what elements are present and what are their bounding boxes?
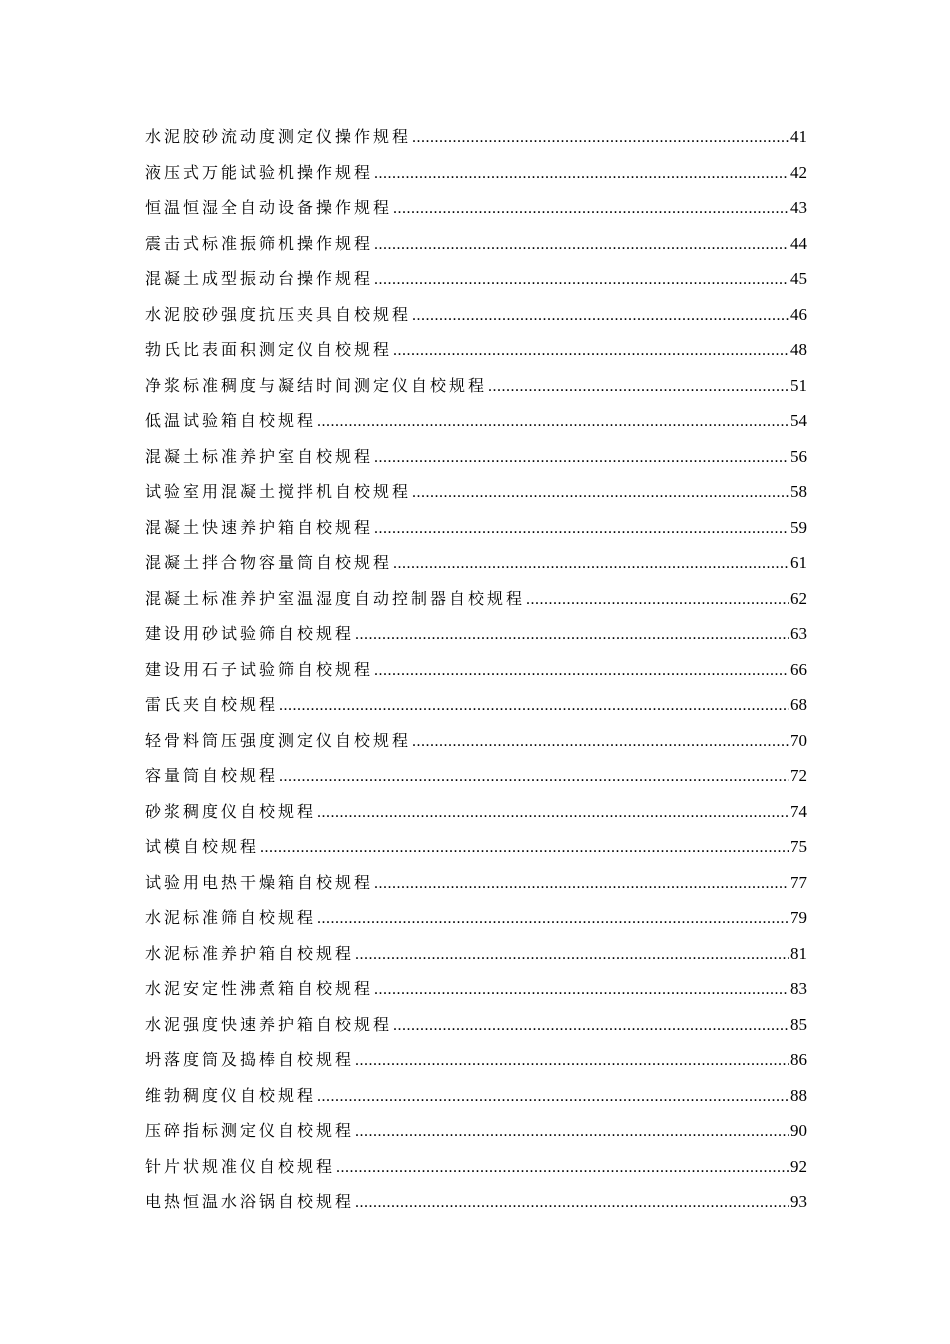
toc-entry-page-number: 70 [790, 730, 807, 750]
toc-entry-page-number: 48 [790, 340, 807, 359]
toc-dot-leader [488, 369, 789, 405]
toc-entry-page-number: 88 [790, 1085, 807, 1105]
toc-dot-leader [317, 795, 789, 831]
toc-entry[interactable] [145, 900, 807, 936]
toc-entry-title: 水泥标准养护箱自校规程 [145, 943, 355, 963]
toc-dot-leader [317, 404, 789, 440]
toc-entry[interactable] [145, 936, 807, 972]
toc-entry-page-number: 44 [790, 233, 807, 253]
toc-entry-title: 容量筒自校规程 [145, 766, 279, 785]
toc-entry-title: 混凝土标准养护室自校规程 [145, 446, 374, 466]
toc-entry[interactable] [145, 368, 807, 404]
toc-dot-leader [279, 759, 789, 795]
toc-entry-page-number: 72 [790, 766, 807, 785]
toc-entry-page-number: 54 [790, 411, 807, 430]
toc-entry[interactable] [145, 510, 807, 546]
toc-entry-page-number: 81 [790, 943, 807, 963]
toc-dot-leader [412, 724, 789, 760]
toc-entry-page-number: 45 [790, 269, 807, 288]
toc-entry[interactable] [145, 1149, 807, 1185]
toc-dot-leader [355, 617, 789, 653]
toc-entry-title: 轻骨料筒压强度测定仪自校规程 [145, 730, 412, 750]
toc-entry-page-number: 77 [790, 872, 807, 892]
toc-dot-leader [393, 191, 789, 227]
toc-entry[interactable] [145, 971, 807, 1007]
toc-entry-page-number: 51 [790, 375, 807, 395]
toc-dot-leader [374, 227, 789, 263]
toc-entry-title: 水泥安定性沸煮箱自校规程 [145, 979, 374, 998]
toc-dot-leader [374, 653, 789, 689]
toc-entry-page-number: 63 [790, 624, 807, 643]
toc-dot-leader [374, 972, 789, 1008]
toc-entry-title: 坍落度筒及捣棒自校规程 [145, 1050, 355, 1069]
toc-dot-leader [317, 1079, 789, 1115]
toc-entry[interactable] [145, 1007, 807, 1043]
toc-entry-page-number: 58 [790, 482, 807, 501]
toc-entry-page-number: 79 [790, 908, 807, 927]
toc-entry[interactable] [145, 1113, 807, 1149]
table-of-contents [145, 119, 807, 1220]
toc-dot-leader [393, 546, 789, 582]
toc-dot-leader [374, 866, 789, 902]
toc-entry[interactable] [145, 1184, 807, 1220]
toc-dot-leader [336, 1150, 789, 1186]
toc-entry[interactable] [145, 119, 807, 155]
toc-dot-leader [374, 511, 789, 547]
toc-entry-title: 混凝土成型振动台操作规程 [145, 269, 374, 288]
toc-dot-leader [374, 262, 789, 298]
toc-entry-page-number: 92 [790, 1156, 807, 1176]
toc-entry-title: 压碎指标测定仪自校规程 [145, 1121, 355, 1140]
toc-entry-page-number: 68 [790, 695, 807, 714]
toc-entry-title: 净浆标准稠度与凝结时间测定仪自校规程 [145, 375, 488, 395]
toc-entry-title: 砂浆稠度仪自校规程 [145, 801, 317, 821]
toc-entry-page-number: 56 [790, 446, 807, 466]
toc-dot-leader [393, 333, 789, 369]
toc-dot-leader [526, 582, 789, 618]
toc-entry[interactable] [145, 581, 807, 617]
toc-entry[interactable] [145, 403, 807, 439]
toc-entry-title: 水泥胶砂流动度测定仪操作规程 [145, 127, 412, 146]
toc-dot-leader [355, 1043, 789, 1079]
toc-entry[interactable] [145, 226, 807, 262]
toc-entry-title: 建设用石子试验筛自校规程 [145, 659, 374, 679]
toc-dot-leader [374, 440, 789, 476]
toc-entry[interactable] [145, 616, 807, 652]
toc-entry[interactable] [145, 652, 807, 688]
toc-dot-leader [412, 475, 789, 511]
toc-entry[interactable] [145, 261, 807, 297]
toc-entry-page-number: 59 [790, 517, 807, 537]
toc-entry[interactable] [145, 474, 807, 510]
toc-entry-page-number: 74 [790, 801, 807, 821]
toc-entry-title: 混凝土快速养护箱自校规程 [145, 517, 374, 537]
toc-entry[interactable] [145, 758, 807, 794]
toc-entry-title: 液压式万能试验机操作规程 [145, 162, 374, 182]
toc-entry-page-number: 85 [790, 1014, 807, 1034]
toc-entry[interactable] [145, 1078, 807, 1114]
toc-entry-title: 震击式标准振筛机操作规程 [145, 233, 374, 253]
toc-entry[interactable] [145, 829, 807, 865]
toc-entry[interactable] [145, 332, 807, 368]
toc-entry-title: 恒温恒湿全自动设备操作规程 [145, 198, 393, 217]
toc-entry-title: 针片状规准仪自校规程 [145, 1156, 336, 1176]
toc-entry-page-number: 42 [790, 162, 807, 182]
toc-dot-leader [355, 1185, 789, 1221]
toc-dot-leader [374, 156, 789, 192]
toc-dot-leader [412, 298, 789, 334]
toc-entry-page-number: 41 [790, 127, 807, 146]
toc-entry-title: 试验室用混凝土搅拌机自校规程 [145, 482, 412, 501]
toc-entry[interactable] [145, 439, 807, 475]
toc-entry[interactable] [145, 297, 807, 333]
toc-entry[interactable] [145, 723, 807, 759]
toc-dot-leader [412, 120, 789, 156]
toc-entry-page-number: 83 [790, 979, 807, 998]
toc-entry-page-number: 46 [790, 304, 807, 324]
toc-entry-title: 维勃稠度仪自校规程 [145, 1085, 317, 1105]
toc-entry-title: 水泥标准筛自校规程 [145, 908, 317, 927]
toc-entry[interactable] [145, 794, 807, 830]
toc-entry-title: 勃氏比表面积测定仪自校规程 [145, 340, 393, 359]
toc-entry-page-number: 66 [790, 659, 807, 679]
toc-dot-leader [393, 1008, 789, 1044]
toc-entry-title: 建设用砂试验筛自校规程 [145, 624, 355, 643]
toc-entry[interactable] [145, 190, 807, 226]
toc-entry-title: 试验用电热干燥箱自校规程 [145, 872, 374, 892]
toc-entry[interactable] [145, 155, 807, 191]
toc-entry-title: 混凝土标准养护室温湿度自动控制器自校规程 [145, 588, 526, 608]
toc-dot-leader [355, 937, 789, 973]
toc-entry-page-number: 75 [790, 837, 807, 856]
toc-entry-title: 电热恒温水浴锅自校规程 [145, 1192, 355, 1211]
toc-entry[interactable] [145, 687, 807, 723]
toc-entry-page-number: 62 [790, 588, 807, 608]
toc-entry-title: 雷氏夹自校规程 [145, 695, 279, 714]
toc-entry[interactable] [145, 1042, 807, 1078]
toc-entry[interactable] [145, 545, 807, 581]
toc-entry-page-number: 43 [790, 198, 807, 217]
toc-entry-page-number: 93 [790, 1192, 807, 1211]
toc-entry-page-number: 90 [790, 1121, 807, 1140]
toc-entry-page-number: 61 [790, 553, 807, 572]
toc-entry-title: 水泥强度快速养护箱自校规程 [145, 1014, 393, 1034]
toc-dot-leader [355, 1114, 789, 1150]
toc-entry[interactable] [145, 865, 807, 901]
toc-dot-leader [317, 901, 789, 937]
toc-entry-title: 混凝土拌合物容量筒自校规程 [145, 553, 393, 572]
toc-entry-title: 水泥胶砂强度抗压夹具自校规程 [145, 304, 412, 324]
toc-entry-title: 试模自校规程 [145, 837, 260, 856]
toc-dot-leader [279, 688, 789, 724]
toc-entry-page-number: 86 [790, 1050, 807, 1069]
toc-entry-title: 低温试验箱自校规程 [145, 411, 317, 430]
toc-dot-leader [260, 830, 789, 866]
